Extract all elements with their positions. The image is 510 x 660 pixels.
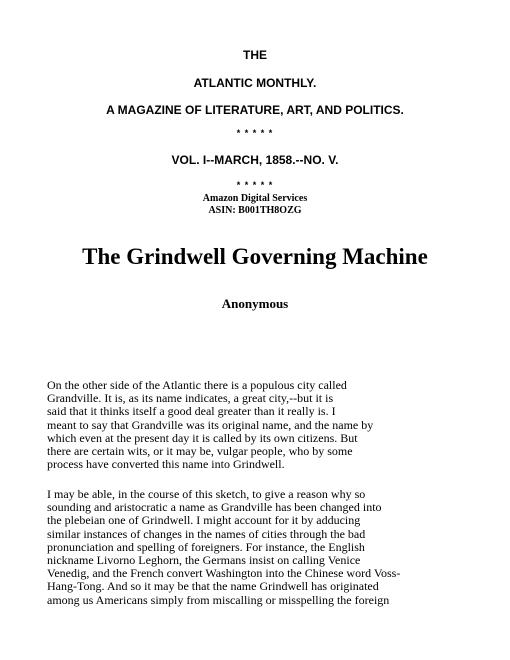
paragraph-line: said that it thinks itself a good deal greater than it really is. I [47,404,336,419]
separator-stars-1: * * * * * [236,128,274,138]
paragraph-line: among us Americans simply from miscalling or misspelling the foreign [47,592,390,607]
paragraph-line: the plebeian one of Grindwell. I might account for it by adducing [47,513,361,528]
volume-line: VOL. I--MARCH, 1858.--NO. V. [171,153,339,167]
paragraph-line: similar instances of changes in the names of cities through the bad [47,526,366,541]
magazine-subtitle: A MAGAZINE OF LITERATURE, ART, AND POLITICS. [106,103,404,117]
magazine-name: ATLANTIC MONTHLY. [193,76,317,90]
asin-line: ASIN: B001TH8OZG [208,205,302,216]
article-author: Anonymous [221,296,289,311]
paragraph-2 [47,488,467,607]
header-the: THE [243,48,267,62]
paragraph-line: meant to say that Grandville was its original name, and the name by [47,417,374,432]
paragraph-line: pronunciation and spelling of foreigners. For instance, the English [47,539,365,554]
separator-stars-2: * * * * * [236,180,274,190]
paragraph-line: Hang-Tong. And so it may be that the name Grindwell has originated [47,579,379,594]
paragraph-line: Grandville. It is, as its name indicates, a great city,--but it is [47,391,334,406]
paragraph-line: which even at the present day it is called by its own citizens. But [47,430,358,445]
paragraph-line: On the other side of the Atlantic there is a populous city called [47,378,347,392]
paragraph-line: process have converted this name into Grindwell. [47,457,285,472]
paragraph-line: sounding and aristocratic a name as Grandville has been changed into [47,500,382,515]
paragraph-line: Venedig, and the French convert Washington into the Chinese word Voss- [47,566,401,581]
paragraph-line: nickname Livorno Leghorn, the Germans insist on calling Venice [47,553,361,568]
paragraph-1 [47,379,467,471]
paragraph-line: there are certain wits, or it may be, vulgar people, who by some [47,444,353,459]
publisher-line: Amazon Digital Services [202,193,308,204]
paragraph-line: I may be able, in the course of this sketch, to give a reason why so [47,487,366,501]
article-title: The Grindwell Governing Machine [82,244,428,269]
